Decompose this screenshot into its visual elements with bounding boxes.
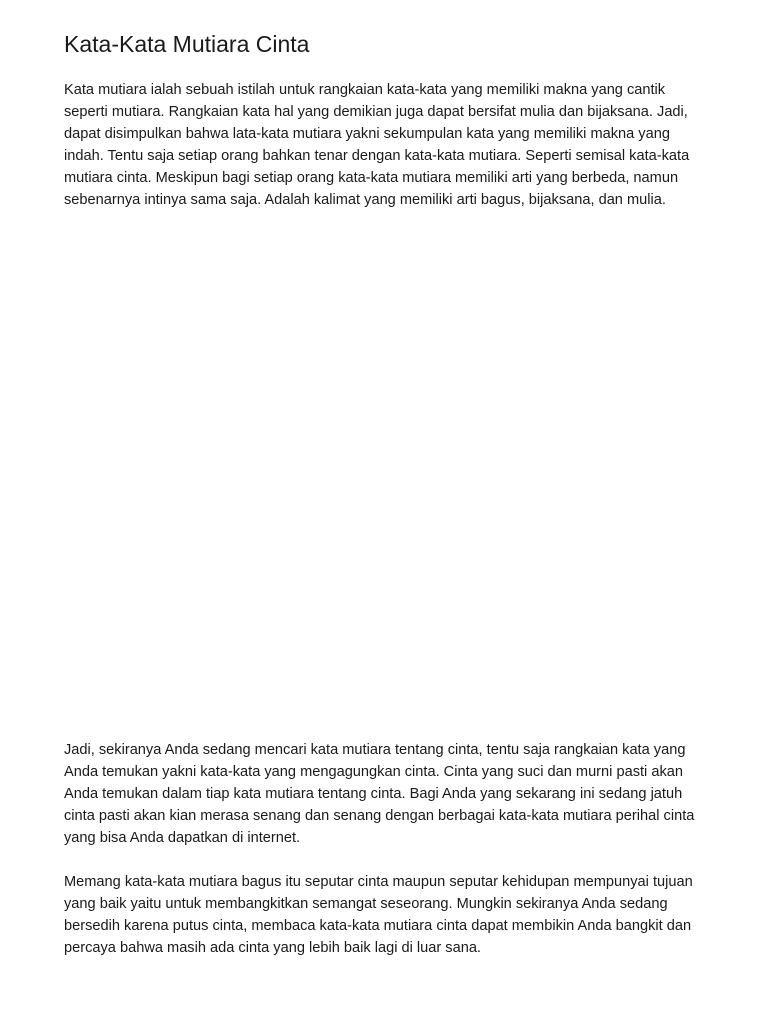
document-title: Kata-Kata Mutiara Cinta: [64, 31, 310, 57]
paragraph-searching: Jadi, sekiranya Anda sedang mencari kata mutiara tentang cinta, tentu saja rangkaian kata yang Anda temukan yakni kata-kata yang mengagungkan cinta. Cinta yang suci dan murni pasti akan Anda temukan dalam tiap kata mutiara tentang cinta. Bagi Anda yang sekarang ini sedang jatuh cinta pasti akan kian merasa senang dan senang dengan berbagai kata-kata mutiara perihal cinta yang bisa Anda dapatkan di internet.: [64, 742, 695, 847]
paragraph-purpose: Memang kata-kata mutiara bagus itu seputar cinta maupun seputar kehidupan mempunyai tujuan yang baik yaitu untuk membangkitkan semangat seseorang. Mungkin sekiranya Anda sedang bersedih karena putus cinta, membaca kata-kata mutiara cinta dapat membikin Anda bangkit dan percaya bahwa masih ada cinta yang lebih baik lagi di luar sana.: [64, 874, 693, 957]
paragraph-intro: Kata mutiara ialah sebuah istilah untuk rangkaian kata-kata yang memiliki makna yang cantik seperti mutiara. Rangkaian kata hal yang demikian juga dapat bersifat mulia dan bijaksana. Jadi, dapat disimpulkan bahwa lata-kata mutiara yakni sekumpulan kata yang memiliki makna yang indah. Tentu saja setiap orang bahkan tenar dengan kata-kata mutiara. Seperti semisal kata-kata mutiara cinta. Meskipun bagi setiap orang kata-kata mutiara memiliki arti yang berbeda, namun sebenarnya intinya sama saja. Adalah kalimat yang memiliki arti bagus, bijaksana, dan mulia.: [64, 82, 690, 209]
